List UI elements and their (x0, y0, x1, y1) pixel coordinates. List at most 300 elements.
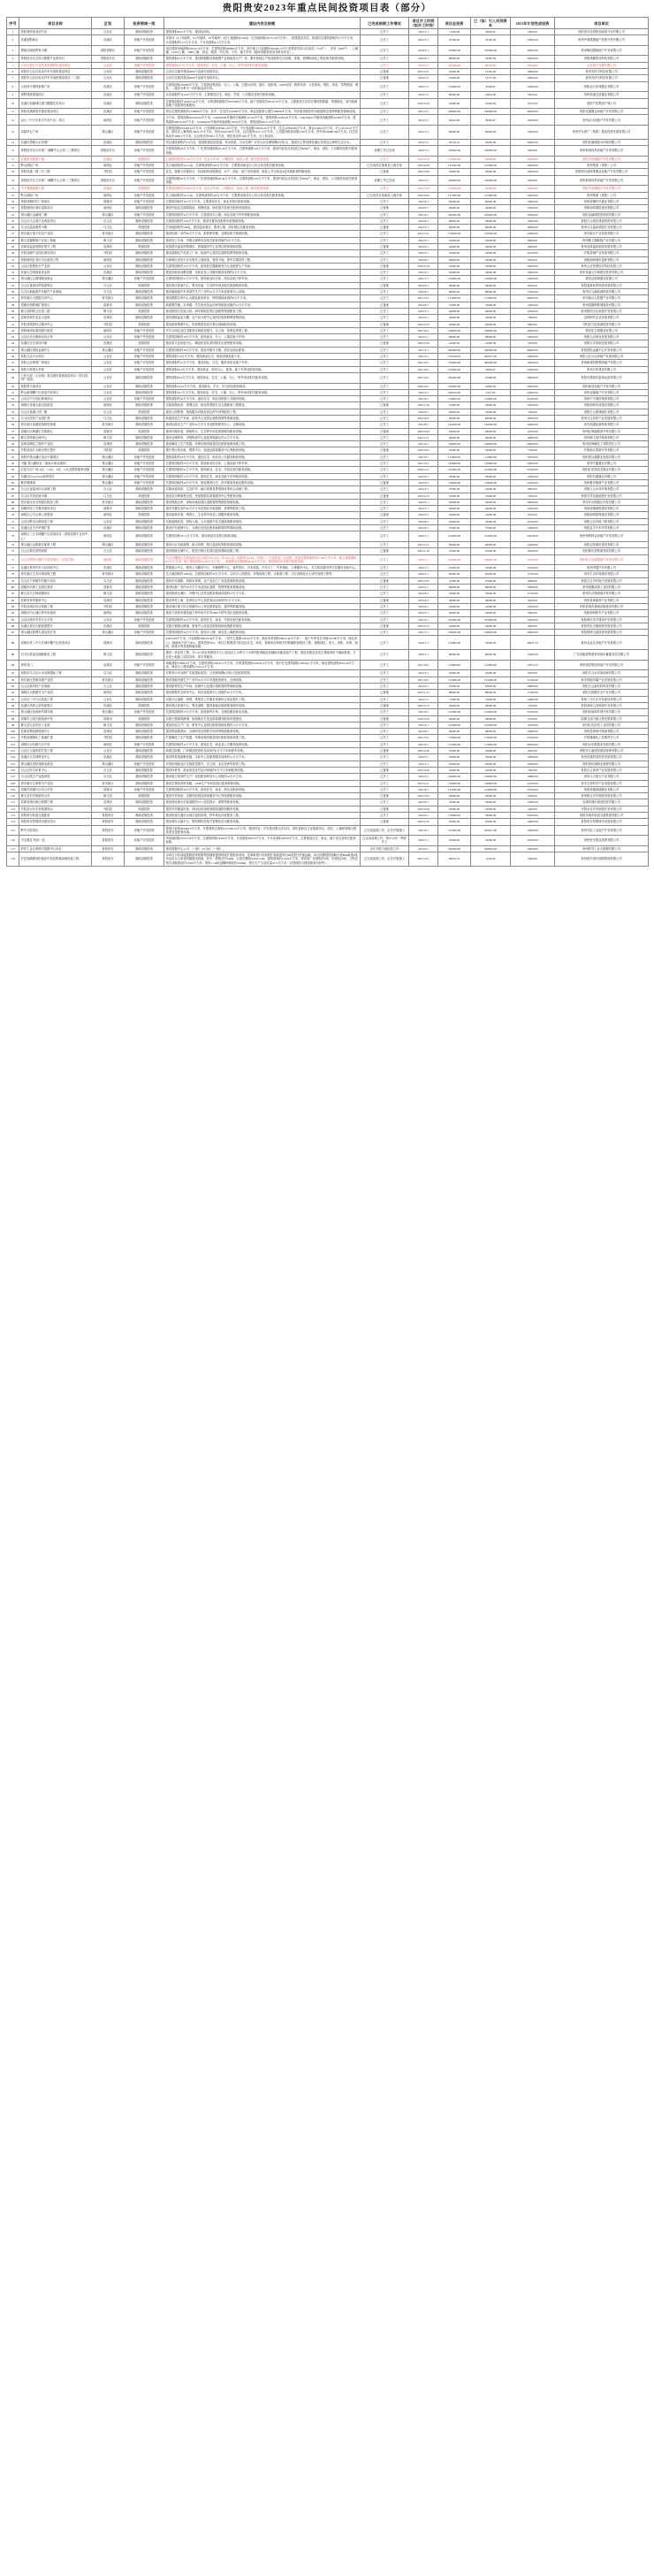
cell-unit: 贵州修文猕猴桃产业有限公司 (555, 237, 649, 243)
table-row (7, 531, 649, 542)
table-row (7, 56, 649, 62)
cell-plan: 23500.00 (511, 786, 555, 792)
cell-dist: 南明区 (92, 205, 125, 211)
cell-unit: 贵阳南明城市更新有限公司 (555, 256, 649, 263)
cell-total: 61000.00 (438, 603, 471, 609)
cell-idx: 56 (7, 422, 19, 428)
cell-dist: 云岩区 (92, 263, 125, 269)
cell-date: 2022/6/1 (409, 198, 438, 204)
cell-dist: 贵安新区 (92, 571, 125, 577)
cell-date: 2023/5/25 (409, 793, 438, 799)
cell-field: 基础设施投资 (125, 767, 164, 773)
cell-total: 731100.00 (438, 354, 471, 360)
cell-plan: 14800.00 (511, 696, 555, 702)
cell-dist: 乌当区 (92, 670, 125, 676)
cell-field: 基础设施投资 (125, 603, 164, 609)
cell-name: 息烽县磷化工循环产业园 (19, 441, 92, 447)
cell-plan: 7600.00 (511, 767, 555, 773)
cell-field: 基础设施投资 (125, 636, 164, 650)
cell-idx: 80 (7, 585, 19, 591)
table-row (7, 461, 649, 467)
cell-name: 贵阳清镇时代广场项目 (19, 198, 92, 204)
cell-name: 观山湖区西南商贸城升级 (19, 709, 92, 715)
cell-desc: 总建筑面积约23.40万平方米，包含平车场、公理配套、商业公建、相关配套设施。 (164, 186, 361, 192)
cell-total: 130000.00 (438, 276, 471, 282)
cell-total: 46000.00 (438, 308, 471, 314)
cell-status: 已完成前期工作，正在开展施工 (361, 825, 409, 836)
cell-total: 38000.00 (438, 282, 471, 288)
cell-idx: 67 (7, 493, 19, 499)
cell-priv: 22000.00 (471, 767, 511, 773)
cell-field: 基础设施投资 (125, 499, 164, 505)
cell-total: 136000.00 (438, 780, 471, 786)
cell-name: 乌当区下坝镇乡村振兴项目 (19, 577, 92, 584)
cell-desc: 建筑面积约75万平方米，建设商业、住宅、服务用房及地下车库。 (164, 360, 361, 366)
table-row (7, 852, 649, 867)
cell-status: 已开工 (361, 139, 409, 145)
cell-total: 86000.00 (438, 585, 471, 591)
cell-idx: 59 (7, 441, 19, 447)
cell-plan: 18200.00 (511, 761, 555, 767)
cell-name: 息烽县现代农业示范园 (19, 315, 92, 321)
cell-unit: 贵州清镇城投建设有限公司 (555, 506, 649, 512)
cell-date: 2023/1/5 (409, 146, 438, 157)
cell-priv: 168000.00 (471, 327, 511, 333)
cell-desc: 建设富硒农产品加工厂房、检测中心及园区道路管网等配套设施。 (164, 250, 361, 256)
cell-date: 2020/1/1 (409, 571, 438, 577)
cell-name: 修文县扎佐医药工业园 (19, 722, 92, 728)
cell-priv: 143000.00 (471, 786, 511, 792)
cell-priv: 32000.00 (471, 402, 511, 409)
cell-dist: 息烽县 (92, 441, 125, 447)
table-row (7, 372, 649, 383)
column-header-status: 已完成前期工作情况 (361, 18, 409, 29)
cell-desc: 建设汽车展销中心、仓储区及园区配套道路管网等基础设施。 (164, 525, 361, 531)
cell-idx: 60 (7, 447, 19, 454)
cell-idx: 104 (7, 754, 19, 761)
table-row (7, 767, 649, 773)
table-row (7, 735, 649, 741)
cell-desc: 建设集装箱堆场、仓储库房及铁路专用线等物流配套设施。 (164, 729, 361, 735)
cell-status: 已开工 (361, 218, 409, 224)
cell-dist: 观山湖区 (92, 761, 125, 767)
cell-idx: 18 (7, 169, 19, 175)
cell-dist: 息烽县 (92, 315, 125, 321)
cell-desc: 建设药品生产厂房、研发中心及园区配套基础设施约15万平方米。 (164, 722, 361, 728)
cell-unit: 贵阳都拉营物流发展有限公司 (555, 548, 649, 554)
cell-unit: 贵州保利物业房地产开发有限公司 (555, 531, 649, 542)
table-row (7, 321, 649, 327)
cell-desc: 云岩区实施内建设2000个直流充电桩项目。 (164, 69, 361, 75)
cell-name: 清镇市职工安置房建设项目 (19, 506, 92, 512)
cell-field: 旅游投资 (125, 308, 164, 314)
cell-date: 2022/3/1 (409, 774, 438, 780)
cell-desc: 云岩区实施内建设2000个直流充电桩项目。 (164, 75, 361, 81)
cell-date: 2020/4/1 (409, 56, 438, 62)
cell-total: 35000.00 (438, 670, 471, 676)
cell-unit: 贵阳白云体育产业发展有限公司 (555, 767, 649, 773)
cell-unit: 开阳水东乡舍旅游开发有限公司 (555, 806, 649, 812)
cell-unit: 贵州世丰金源置地产开发有限公司 (555, 554, 649, 565)
cell-name: 黔山国际广场 (19, 163, 92, 169)
cell-total: 262606.00 (438, 62, 471, 68)
cell-date: 2022/6/1 (409, 409, 438, 415)
cell-plan: 9500.00 (511, 256, 555, 263)
cell-date: 2022/2/1 (409, 499, 438, 505)
cell-priv: 33000.00 (471, 447, 511, 454)
cell-name: 观山湖区国际金融中心 (19, 347, 92, 353)
cell-field: 房地产开发投资 (125, 473, 164, 479)
cell-unit: 贵安生命科学产业发展有限公司 (555, 780, 649, 786)
cell-dist: 花溪区 (92, 109, 125, 115)
cell-field: 基础设施投资 (125, 748, 164, 754)
cell-status: 已开工 (361, 461, 409, 467)
cell-priv: 142000.00 (471, 422, 511, 428)
cell-desc: 项目建设用地面积106107.9平方米，总建筑面积368000平方米，其中地上计容面积263269.75平方米建设内容为含高层（374户）、洋房（498户）、公寓楼、LOFT公寓、5080公寓、商业、配套、幼儿园、小学、地下车库（地块项配套民营非机动车位）。 (164, 45, 361, 56)
cell-status: 已开工 (361, 372, 409, 383)
cell-unit: 贵阳东湖置业有限公司 (555, 473, 649, 479)
cell-desc: 实施道路改造、管线入地、人行道提升及交通设施配套建设。 (164, 518, 361, 524)
table-row (7, 836, 649, 846)
table-row (7, 696, 649, 702)
cell-priv: 25000.00 (471, 670, 511, 676)
cell-name: 中鑫·观山湖项目（原南太商业地块） (19, 461, 92, 467)
cell-name: 乌当区医药产业园扩建 (19, 416, 92, 422)
cell-plan: 20000.00 (511, 372, 555, 383)
cell-field: 房地产开发投资 (125, 836, 164, 846)
cell-unit: 贵阳南明园林建设有限公司 (555, 512, 649, 518)
cell-idx: 42 (7, 327, 19, 333)
cell-idx: 63 (7, 467, 19, 473)
cell-field: 房地产开发投资 (125, 461, 164, 467)
cell-dist: 乌当区 (92, 289, 125, 295)
cell-total: 32000.00 (438, 237, 471, 243)
cell-desc: 本项目（6-1号地块、6-2号地块、10号地块）3宗土地面积65.66亩（总用地面积43772.34平方米），拟建建设多层、拟建的总建筑面积约17万平方米，计容面积约12.5万平方米，不计容面积4.5万平方米。 (164, 35, 361, 46)
cell-idx: 73 (7, 531, 19, 542)
cell-priv: 3312.00 (471, 389, 511, 395)
cell-total: 150000.00 (438, 231, 471, 237)
cell-idx: 8 (7, 81, 19, 92)
cell-total: 33000.00 (438, 447, 471, 454)
column-header-idx: 序号 (7, 18, 19, 29)
cell-total: 43000.00 (438, 518, 471, 524)
cell-idx: 25 (7, 218, 19, 224)
cell-name: 贵安新区高端装备制造基地 (19, 422, 92, 428)
table-row (7, 126, 649, 140)
cell-field: 旅游投资 (125, 282, 164, 288)
cell-priv: 76000.00 (471, 263, 511, 269)
cell-unit: 贵州修文现代物流有限公司 (555, 434, 649, 440)
cell-idx: 101 (7, 735, 19, 741)
cell-status: 已开工 (361, 198, 409, 204)
table-row (7, 748, 649, 754)
cell-unit: 贵州新城投银集团地产有限公司 (555, 360, 649, 366)
cell-idx: 11 (7, 109, 19, 115)
cell-idx: 21 (7, 192, 19, 198)
cell-total: 92000.00 (438, 499, 471, 505)
table-row (7, 156, 649, 162)
cell-priv: 47000.00 (471, 548, 511, 554)
cell-name: 花溪区和越城住建与棚置住房项目 (19, 98, 92, 109)
cell-desc: 总建筑面积632449.61平方米，计容面积438264.16平方米，不计容面积196165.45平方米，住宅216828.89平方米，商业41645.6平方米，办公41252.97平方米，酒店式公寓物管10921.47平方米，幼托61947.98平方米，社区服务2417.15平方米，公共服务配套设施1310平方米，停车场186887.66平方米，住宅非机动车3882.2平方米，社区机动车630.1平方米，酒店机动车2621平方米，办公机动车。 (164, 126, 361, 140)
cell-unit: 贵阳高坡云顶旅游开发有限公司 (555, 702, 649, 708)
cell-desc: 建设轨道交通站点周边接驳设施、停车场及市政配套工程。 (164, 813, 361, 819)
cell-date: 2023/5/15 (409, 702, 438, 708)
table-row (7, 402, 649, 409)
cell-unit: 贵州修文乡村旅游发展有限公司 (555, 793, 649, 799)
cell-priv: 78000.00 (471, 813, 511, 819)
cell-plan: 20000.00 (511, 139, 555, 145)
cell-desc: 对南明区老旧小区实施外立面改造、管线下地、停车位增设等工程。 (164, 256, 361, 263)
cell-date: 2021/7/1 (409, 276, 438, 282)
cell-total: 198000.00 (438, 630, 471, 636)
cell-idx: 43 (7, 334, 19, 340)
cell-date: 2023/4/1 (409, 243, 438, 249)
cell-name: 南明区云关山林公园建设 (19, 512, 92, 518)
cell-unit: 云岩智产业置有限公司 (555, 62, 649, 68)
cell-unit: 贵州扎佐医药工业园有限公司 (555, 722, 649, 728)
cell-status: 已开工 (361, 156, 409, 162)
table-row (7, 585, 649, 591)
cell-dist: 花溪区 (92, 623, 125, 629)
cell-status: 已备案 (361, 169, 409, 175)
cell-dist: 白云区 (92, 218, 125, 224)
cell-priv: 20000.00 (471, 156, 511, 162)
table-row (7, 383, 649, 389)
cell-name: 贵安新区综合保税区配套工程 (19, 499, 92, 505)
cell-date: 2023/1/5 (409, 175, 438, 186)
cell-desc: 总建筑面积约26万平方米，建设住宅、商业、酒店及配套设施。 (164, 786, 361, 792)
cell-date: 2021/9/1 (409, 211, 438, 218)
cell-name: 贵阳贵安轨道交通配套 (19, 813, 92, 819)
cell-status: 已开工 (361, 98, 409, 109)
table-row (7, 554, 649, 565)
cell-name: 贵阳建塔加油加气站 (19, 29, 92, 35)
cell-name: 乌当区航空产业配套园 (19, 774, 92, 780)
cell-status: 已开工 (361, 761, 409, 767)
cell-total: 118000.00 (438, 396, 471, 402)
cell-status: 已开工 (361, 735, 409, 741)
table-row (7, 396, 649, 402)
cell-idx: 97 (7, 709, 19, 715)
cell-unit: 贵州充伊天科技有限公司 (555, 69, 649, 75)
cell-date: 2022/2/1 (409, 813, 438, 819)
table-row (7, 295, 649, 302)
cell-plan: 12000.00 (511, 402, 555, 409)
cell-unit: 贵州贵安置业投资有限公司 (555, 836, 649, 846)
cell-status: 已开工 (361, 813, 409, 819)
cell-unit: 贵阳鸿鹏智造科技有限公司 (555, 56, 649, 62)
cell-desc: 建设标准厂房约18万平方米及园区道路、管网等配套基础设施。 (164, 585, 361, 591)
cell-status: 已备案 (361, 819, 409, 825)
cell-total: 727000.00 (438, 825, 471, 836)
cell-plan: 7500.00 (511, 447, 555, 454)
cell-total: 67000.00 (438, 819, 471, 825)
cell-date: 2021/12/1 (409, 461, 438, 467)
cell-name: 贵安新区大数据交易中心 (19, 295, 92, 302)
cell-name: 修文县猕猴桃产业加工基地 (19, 237, 92, 243)
cell-priv: 98000.00 (471, 334, 511, 340)
column-header-name: 项目名称 (19, 18, 92, 29)
cell-priv: 115000.00 (471, 295, 511, 302)
cell-unit: 贵阳观山湖置业发展有限公司 (555, 454, 649, 460)
cell-desc: 建设游客集散中心、民宿集群及相关景区基础配套设施。 (164, 321, 361, 327)
cell-total: 80000.00 (438, 92, 471, 98)
cell-priv: 67948.00 (471, 372, 511, 383)
cell-name: 贵阳市观山湖区电水小镇项目 (19, 454, 92, 460)
cell-priv: 100000.00 (471, 146, 511, 157)
cell-date: 2022/1/1 (409, 761, 438, 767)
cell-desc: 用地面积73869.9平方米，总建筑面积276197.3平方米，计算建筑面积247624.6平方米，高中住宅建筑面积228744.1平方米，商业建筑面积5935.26平方米，商业办公建筑面积1510.12平方米。 (164, 660, 361, 670)
cell-status: 已开工 (361, 660, 409, 670)
cell-date: 2023/1/15 (409, 690, 438, 696)
cell-total: 54000.00 (438, 799, 471, 806)
cell-desc: 总建筑面积约21万平方米，建设商业综合体、酒店及地下停车场。 (164, 276, 361, 282)
cell-total: 235000.00 (438, 616, 471, 623)
cell-field: 基础设施投资 (125, 729, 164, 735)
cell-desc: 建设养老公寓、医养结合中心及配套活动场所约7万平方米。 (164, 597, 361, 603)
cell-status: 已开工 (361, 29, 409, 35)
cell-unit: 贵州花溪大学城建设投资有限公司 (555, 270, 649, 276)
cell-idx: 34 (7, 276, 19, 282)
cell-priv: 28000.00 (471, 715, 511, 722)
cell-status: 已完成前期工作，正在开展施工 (361, 852, 409, 867)
cell-status: 已开工 (361, 416, 409, 422)
column-header-unit: 项目单位 (555, 18, 649, 29)
cell-idx: 58 (7, 434, 19, 440)
cell-field: 房地产开发投资 (125, 709, 164, 715)
cell-plan: 15600.00 (511, 81, 555, 92)
cell-dist: 清镇市 (92, 428, 125, 434)
cell-dist: 贵阳贵安 (92, 845, 125, 852)
cell-date: 2021/11/1 (409, 541, 438, 547)
cell-status: 已开工 (361, 729, 409, 735)
cell-date: 2022/7/1 (409, 696, 438, 702)
cell-status: 已开工 (361, 308, 409, 314)
cell-unit: 贵阳南明市政建设有限公司 (555, 402, 649, 409)
cell-plan: 10500.00 (511, 308, 555, 314)
cell-unit: 贵州清镇职教城建设有限公司 (555, 302, 649, 308)
cell-plan: 8200.00 (511, 597, 555, 603)
cell-total: 28000.00 (438, 256, 471, 263)
cell-unit: 贵阳渔安安井建设开发有限公司 (555, 616, 649, 623)
cell-name: 乌当区新能源汽车配件产业基地 (19, 289, 92, 295)
cell-total: 80000.00 (438, 56, 471, 62)
cell-name: 贵黔建筑基地项目 (19, 92, 92, 98)
table-row (7, 218, 649, 224)
cell-idx: 92 (7, 676, 19, 683)
cell-unit: 贵州金益凡房地产开发有限公司 (555, 636, 649, 650)
cell-unit: 贵阳产投集团产城公司 (555, 98, 649, 109)
cell-status: 已备案 (361, 623, 409, 629)
cell-unit: 贵阳数博大道投资发展有限公司 (555, 630, 649, 636)
cell-idx: 95 (7, 696, 19, 702)
cell-date: 2021/10/1 (409, 360, 438, 366)
cell-unit: 贵州贵安现代铁路物流有限公司 (555, 852, 649, 867)
cell-total: 30000.00 (438, 702, 471, 708)
cell-priv: 8438.00 (471, 81, 511, 92)
cell-total: 84000.00 (438, 416, 471, 422)
cell-status: 已开工 (361, 270, 409, 276)
cell-field: 基础设施投资 (125, 813, 164, 819)
cell-name: 花溪富黔新区 (19, 35, 92, 46)
cell-priv: 57000.00 (471, 525, 511, 531)
cell-idx: 70 (7, 512, 19, 518)
cell-plan: 24000.00 (511, 56, 555, 62)
table-row (7, 591, 649, 597)
cell-field: 房地产开发投资 (125, 62, 164, 68)
cell-status: 已开工 (361, 565, 409, 571)
cell-idx: 62 (7, 461, 19, 467)
table-row (7, 506, 649, 512)
cell-field: 基础设施投资 (125, 416, 164, 422)
cell-plan: 13200.00 (511, 603, 555, 609)
cell-priv: 160000.00 (471, 554, 511, 565)
cell-status: 已备案 (361, 302, 409, 308)
table-row (7, 282, 649, 288)
cell-field: 基础设施投资 (125, 597, 164, 603)
cell-field: 基础设施投资 (125, 75, 164, 81)
cell-unit: 贵州息烽康养产业有限公司 (555, 597, 649, 603)
cell-dist: 观山湖区 (92, 461, 125, 467)
cell-date: 2022/11/1 (409, 434, 438, 440)
cell-name: 观山湖区金阳新区配套工程 (19, 541, 92, 547)
cell-unit: 贵安智能终端产业发展有限公司 (555, 676, 649, 683)
cell-name: 轩祥工业互联网大数据中心项目 (19, 845, 92, 852)
cell-date: 2021/12/1 (409, 852, 438, 867)
cell-total: 71000.00 (438, 696, 471, 702)
cell-unit: 贵阳会展城置业有限公司 (555, 276, 649, 282)
cell-status: 已开工 (361, 109, 409, 115)
cell-idx: 17 (7, 163, 19, 169)
cell-plan: 17000.00 (511, 289, 555, 295)
cell-desc: 建设新能源汽车零部件生产厂房约14万平方米及配套办公设施。 (164, 289, 361, 295)
cell-desc: 建设乡村道路、供排水管网、农产品加工厂房及旅游配套设施。 (164, 577, 361, 584)
cell-priv: 20000.00 (471, 186, 511, 192)
cell-field: 基础设施投资 (125, 676, 164, 683)
cell-priv: 85000.00 (471, 198, 511, 204)
cell-priv: 13157.00 (471, 75, 511, 81)
cell-name: 贵安新区电子信息产业园 (19, 231, 92, 237)
cell-status: 已完成前期工作，预计22年一季度开工 (361, 836, 409, 846)
cell-idx: 13 (7, 126, 19, 140)
cell-name: 贵阳贵安智慧城市建设项目 (19, 819, 92, 825)
cell-date: 2022/9/1 (409, 603, 438, 609)
cell-idx: 71 (7, 518, 19, 524)
cell-idx: 12 (7, 115, 19, 126)
cell-name: 花溪贵安健康小镇 (19, 156, 92, 162)
cell-date: 2022/1/1 (409, 29, 438, 35)
cell-total: 166370.00 (438, 389, 471, 395)
cell-desc: 总建筑面积约15.8万平方米，建设安置房及配套市政基础设施。 (164, 218, 361, 224)
cell-plan: 14500.00 (511, 302, 555, 308)
cell-name: 人民大道（云岩段）周边城市更新改造项目（项目范围厂房段） (19, 372, 92, 383)
cell-idx: 55 (7, 416, 19, 422)
cell-date: 2023/1/5 (409, 126, 438, 140)
table-row (7, 577, 649, 584)
cell-dist: 贵阳贵安 (92, 819, 125, 825)
cell-plan: 10000.00 (511, 163, 555, 169)
cell-status: 已备案 (361, 479, 409, 485)
table-row (7, 389, 649, 395)
cell-desc: 对世纪城商业区实施改造提升，含立面、业态及停车配套工程。 (164, 761, 361, 767)
cell-dist: 观山湖区 (92, 541, 125, 547)
cell-unit: 息烽现代农业发展有限公司 (555, 315, 649, 321)
cell-dist: 云岩区 (92, 334, 125, 340)
table-row (7, 434, 649, 440)
cell-name: 息烽县集装箱物流中心 (19, 729, 92, 735)
cell-unit: 贵州建设集团房地产开发有限公司 (555, 660, 649, 670)
